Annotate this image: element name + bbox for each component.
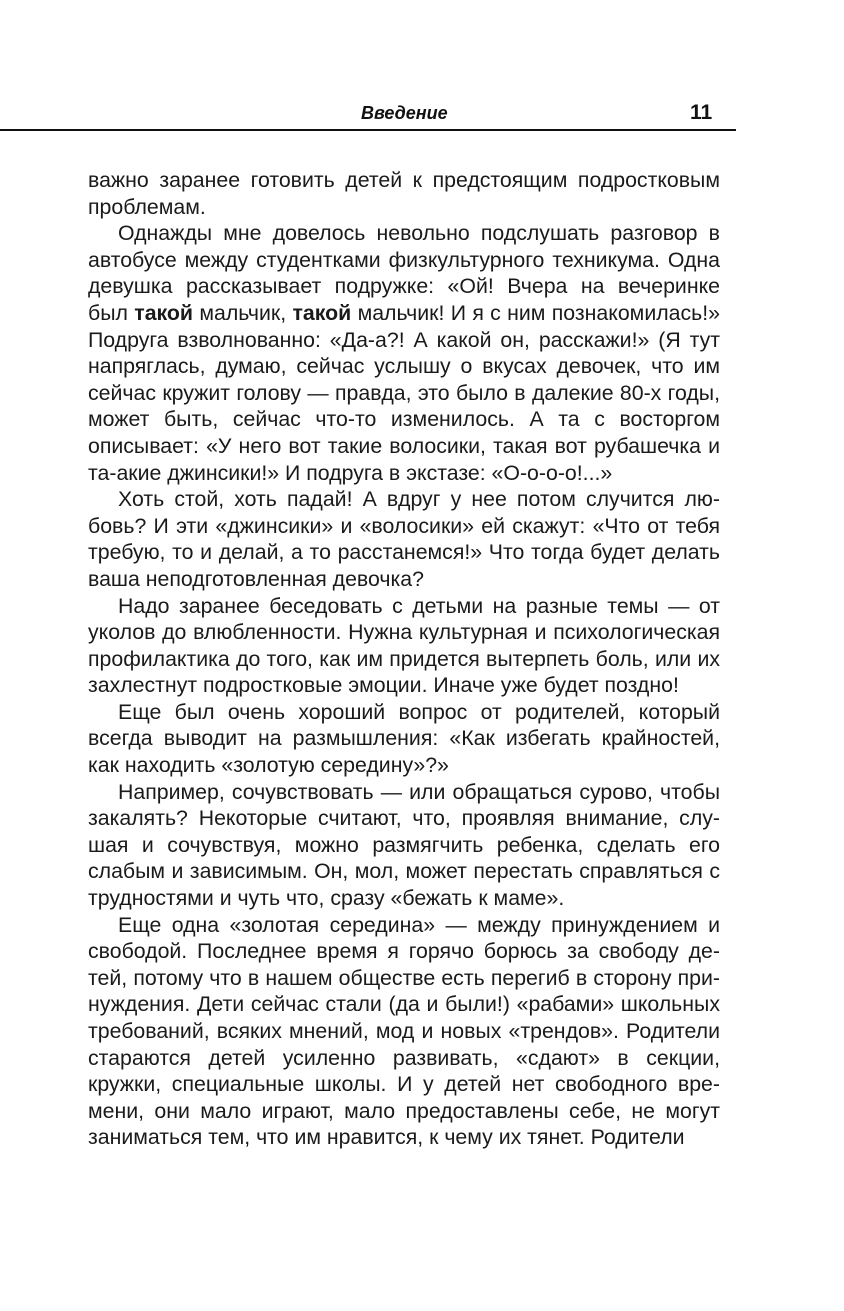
paragraph: Хоть стой, хоть падай! А вдруг у нее потом случится любовь? И эти «джинсики» и «волосики» ей скажут: «Что от тебя требую, то и делай, а то расстанемся!» Что тогда будет делать ваша неподготовленная девочка? [88,487,720,591]
paragraph: Например, сочувствовать — или обращаться сурово, чтобы закалять? Некоторые считают, что, проявляя внимание, слушая и сочувствуя, можно размягчить ребенка, сделать его слабым и зависимым. Он, мол, может перестать справляться с трудностями и чуть что, сразу «бежать к маме». [88,779,720,911]
running-header [0,100,736,130]
paragraph-continued: важно заранее готовить детей к предстоящим подростковым проблемам. [88,168,720,219]
text-run: мальчик, [193,300,293,325]
text-run: Однажды мне довелось невольно подслушать разговор в автобусе между студентками физкультурного техникума. Одна девушка рассказывает подружке: «Ой! Вчера на вечеринке был [88,221,720,325]
header-rule [0,129,736,131]
body-text [88,167,720,1151]
chapter-title: Введение [361,103,448,123]
paragraph: Еще одна «золотая середина» — между принуждением и свободой. Последнее время я горячо борюсь за свободу детей, потому что в нашем обществе есть перегиб в сторону принуждения. Дети сейчас стали (да и были!) «рабами» школьных требований, всяких мнений, мод и новых «трендов». Родители стараются детей усиленно развивать, «сдают» в секции, кружки, специальные школы. И у детей нет свободного времени, они мало играют, мало предоставлены себе, не могут заниматься тем, что им нравится, к чему их тянет. Родители [88,912,720,1150]
emphasis: такой [134,300,194,325]
page-number: 11 [690,101,713,124]
paragraph: Еще был очень хороший вопрос от родителей, который всегда выводит на размышления: «Как избегать крайностей, как находить «золотую середину»?» [88,699,720,778]
emphasis: такой [292,300,352,325]
paragraph: Надо заранее беседовать с детьми на разные темы — от уколов до влюбленности. Нужна культурная и психологическая профилактика до того, как им придется вытерпеть боль, или их захлестнут подростковые эмоции. Иначе уже будет поздно! [88,593,720,698]
text-run: мальчик! И я с ним познакомилась!» Подруга взволнованно: «Да-а?! А какой он, расскажи!» (Я тут напряглась, думаю, сейчас услышу о вкусах девочек, что им сейчас кружит голову — правда, это было в далекие 80-х годы, может быть, сейчас что-то изменилось. А та с восторгом описывает: «У него вот такие волосики, такая вот рубашечка и та-акие джинсики!» И подруга в экстазе: «О-о-о-о!...» [88,300,720,485]
paragraph-bus-story [88,220,720,486]
